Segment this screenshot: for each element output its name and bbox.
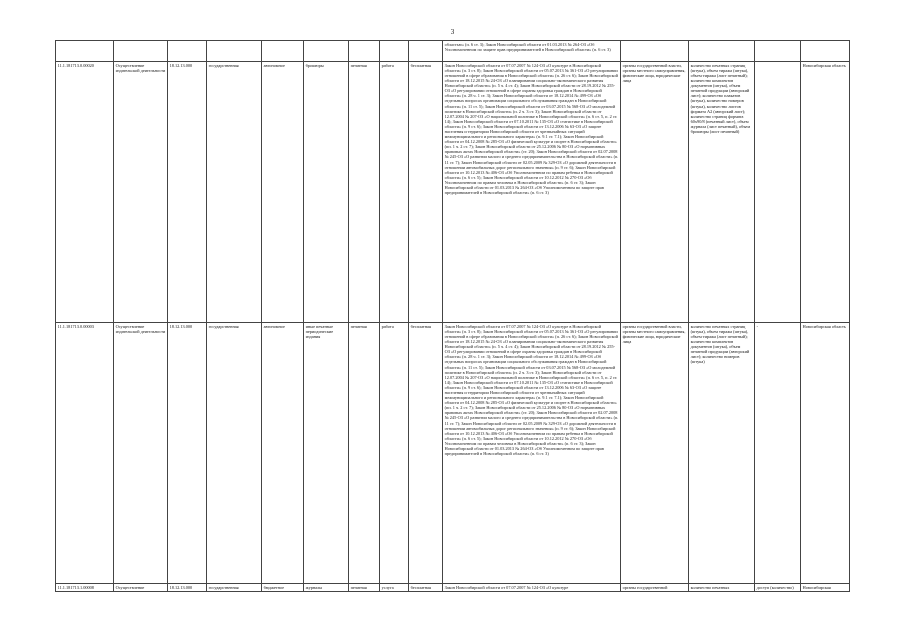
extra-cell: - xyxy=(755,323,801,584)
extra-cell xyxy=(755,62,801,323)
registry-code-cell: 11.1.181713.1.00008 xyxy=(56,584,114,592)
consumers-cell: органы государственной xyxy=(621,584,689,592)
institution-type-cell: бюджетное xyxy=(262,584,304,592)
region-cell: Новосибирская xyxy=(801,584,850,592)
consumers-cell: органы государственной власти, органы местного самоуправления, физические лица, юридические лица xyxy=(621,323,689,584)
form-cell: печатная xyxy=(349,584,380,592)
activity-cell: Осуществление издательской деятельности xyxy=(114,323,168,584)
okved-cell: 18.12.13.000 xyxy=(168,62,207,323)
page-number: 3 xyxy=(450,28,455,36)
activity-cell: Осуществление издательской деятельности xyxy=(114,62,168,323)
indicators-cell: количество печатных xyxy=(689,584,755,592)
form-cell: печатная xyxy=(349,323,380,584)
region-cell: Новосибирская область xyxy=(801,62,850,323)
institution-type-cell: автономное xyxy=(262,323,304,584)
laws-cell: областью» (п. 6 ст. 3); Закон Новосибирской области от 01.03.2013 № 264-ОЗ «Об Уполномоченном по защите прав предпринимателей в Новосибирской области» (п. 6 ст. 3) xyxy=(443,41,621,62)
laws-cell: Закон Новосибирской области от 07.07.2007 № 124-ОЗ «О культуре в Новосибирской области» (п. 3 ст. 8); Закон Новосибирской области от 05.07.2013 № 361-ОЗ «О регулировании отношений в сфере образования в Новосибирской области» (п. 26 ст. 6); Закон Новосибирской области от 18.12.2015 № 24-ОЗ «О планировании социально-экономического развития Новосибирской области» (п. 5 ч. 4 ст. 4); Закон Новосибирской области от 28.19.2012 № 255-ОЗ «О регулировании отношений в сфере охраны здоровья граждан в Новосибирской области» (п. 28 ч. 1 ст. 3); Закон Новосибирской области от 18.12.2014 № 499-ОЗ «Об отдельных вопросах организации социального обслуживания граждан в Новосибирской области» (п. 11 ст. 5); Закон Новосибирской области от 03.07.2015 № 568-ОЗ «О молодежной политике в Новосибирской области» (п. 2 ч. 3 ст. 3); Закон Новосибирской области от 12.07.2004 № 207-ОЗ «О национальной политике в Новосибирской области» (п. 6 ст. 5, п. 2 ст. 14); Закон Новосибирской области от 07.10.2011 № 135-ОЗ «О статистике в Новосибирской области» (п. 9 ст. 6); Закон Новосибирской области от 13.12.2006 № 63-ОЗ «О защите населения и территории Новосибирской области от чрезвычайных ситуаций межмуниципального и регионального характера» (п. 9.1 ст. 7.1); Закон Новосибирской области от 04.12.2008 № 285-ОЗ «О физической культуре и спорте в Новосибирской области» (пп. 1 ч. 2 ст. 7); Закон Новосибирской области от 25.12.2006 № 80-ОЗ «О нормативных правовых актах Новосибирской области» (ст. 20); Закон Новосибирской области от 02.07.2008 № 245-ОЗ «О развитии малого и среднего предпринимательства в Новосибирской области» (п. 11 ст. 7); Закон Новосибирской области от 02.05.2009 № 329-ОЗ «О дорожной деятельности в отношении автомобильных дорог регионального значения» (п. 9 ст. 6); Закон Новосибирской области от 10.12.2013 № 406-ОЗ «Об Уполномоченном по правам ребенка в Новосибирской области» (п. 6 ст. 5); Закон Новосибирской области от 10.12.2012 № 270-ОЗ «Об Уполномоченном по правам человека в Новосибирской области» (п. 6 ст. 3); Закон Новосибирской области от 01.03.2013 № 264-ОЗ «Об Уполномоченном по защите прав предпринимателей в Новосибирской области» (п. 6 ст. 3) xyxy=(443,62,621,323)
okved-cell: 18.12.13.000 xyxy=(168,584,207,592)
ownership-cell: государственная xyxy=(207,62,262,323)
form-cell: печатная xyxy=(349,62,380,323)
payment-cell: бесплатная xyxy=(409,584,443,592)
indicators-cell: количество печатных страниц (штука), объем тиража (штука), объем тиража (лист печатный); количество комплектов документов (штука), объем печатной продукции (авторский лист); количество номеров (штука) xyxy=(689,323,755,584)
laws-cell: Закон Новосибирской области от 07.07.2007 № 124-ОЗ «О культуре xyxy=(443,584,621,592)
indicators-cell: количество печатных страниц (штука), объем тиража (штука), объем тиража (лист печатный); количество комплектов документов (штука), объем печатной продукции (авторский лист); количество плакатов (штука), количество номеров (штука), количество листов формата А2 (авторский лист); количество страниц формата 60х90/8 (печатный лист), объем журнала (лист печатный), объем брошюры (лист печатный) xyxy=(689,62,755,323)
payment-cell: бесплатная xyxy=(409,323,443,584)
content-cell: иные печатные периодические издания xyxy=(304,323,349,584)
content-cell: журналы xyxy=(304,584,349,592)
table-row xyxy=(56,584,850,592)
registry-code-cell: 11.1.181713.0.00003 xyxy=(56,323,114,584)
activity-cell: Осуществление xyxy=(114,584,168,592)
laws-cell: Закон Новосибирской области от 07.07.2007 № 124-ОЗ «О культуре в Новосибирской области» (п. 3 ст. 8); Закон Новосибирской области от 05.07.2013 № 361-ОЗ «О регулировании отношений в сфере образования в Новосибирской области» (п. 26 ст. 6); Закон Новосибирской области от 18.12.2015 № 24-ОЗ «О планировании социально-экономического развития Новосибирской области» (п. 5 ч. 4 ст. 4); Закон Новосибирской области от 28.19.2012 № 255-ОЗ «О регулировании отношений в сфере охраны здоровья граждан в Новосибирской области» (п. 28 ч. 1 ст. 3); Закон Новосибирской области от 18.12.2014 № 499-ОЗ «Об отдельных вопросах организации социального обслуживания граждан в Новосибирской области» (п. 11 ст. 5); Закон Новосибирской области от 03.07.2015 № 568-ОЗ «О молодежной политике в Новосибирской области» (п. 2 ч. 3 ст. 3); Закон Новосибирской области от 12.07.2004 № 207-ОЗ «О национальной политике в Новосибирской области» (п. 6 ст. 5, п. 2 ст. 14); Закон Новосибирской области от 07.10.2011 № 135-ОЗ «О статистике в Новосибирской области» (п. 9 ст. 6); Закон Новосибирской области от 13.12.2006 № 63-ОЗ «О защите населения и территории Новосибирской области от чрезвычайных ситуаций межмуниципального и регионального характера» (п. 9.1 ст. 7.1); Закон Новосибирской области от 04.12.2008 № 285-ОЗ «О физической культуре и спорте в Новосибирской области» (пп. 1 ч. 2 ст. 7); Закон Новосибирской области от 25.12.2006 № 80-ОЗ «О нормативных правовых актах Новосибирской области» (ст. 20); Закон Новосибирской области от 02.07.2008 № 245-ОЗ «О развитии малого и среднего предпринимательства в Новосибирской области» (п. 11 ст. 7); Закон Новосибирской области от 02.05.2009 № 329-ОЗ «О дорожной деятельности в отношении автомобильных дорог регионального значения» (п. 9 ст. 6); Закон Новосибирской области от 10.12.2013 № 406-ОЗ «Об Уполномоченном по правам ребенка в Новосибирской области» (п. 6 ст. 5); Закон Новосибирской области от 10.12.2012 № 270-ОЗ «Об Уполномоченном по правам человека в Новосибирской области» (п. 6 ст. 3); Закон Новосибирской области от 01.03.2013 № 264-ОЗ «Об Уполномоченном по защите прав предпринимателей в Новосибирской области» (п. 6 ст. 3) xyxy=(443,323,621,584)
service-type-cell: работа xyxy=(380,62,409,323)
table-row xyxy=(56,323,850,584)
region-cell: Новосибирская область xyxy=(801,323,850,584)
ownership-cell: государственная xyxy=(207,323,262,584)
registry-table xyxy=(55,40,850,592)
table-row xyxy=(56,41,850,62)
okved-cell: 18.12.13.000 xyxy=(168,323,207,584)
extra-cell: доступ (количество) xyxy=(755,584,801,592)
service-type-cell: услуга xyxy=(380,584,409,592)
ownership-cell: государственная xyxy=(207,584,262,592)
registry-code-cell: 11.1.181713.0.00020 xyxy=(56,62,114,323)
service-type-cell: работа xyxy=(380,323,409,584)
table-row xyxy=(56,62,850,323)
content-cell: брошюры xyxy=(304,62,349,323)
payment-cell: бесплатная xyxy=(409,62,443,323)
consumers-cell: органы государственной власти, органы местного самоуправления, физические лица, юридические лица xyxy=(621,62,689,323)
institution-type-cell: автономное xyxy=(262,62,304,323)
